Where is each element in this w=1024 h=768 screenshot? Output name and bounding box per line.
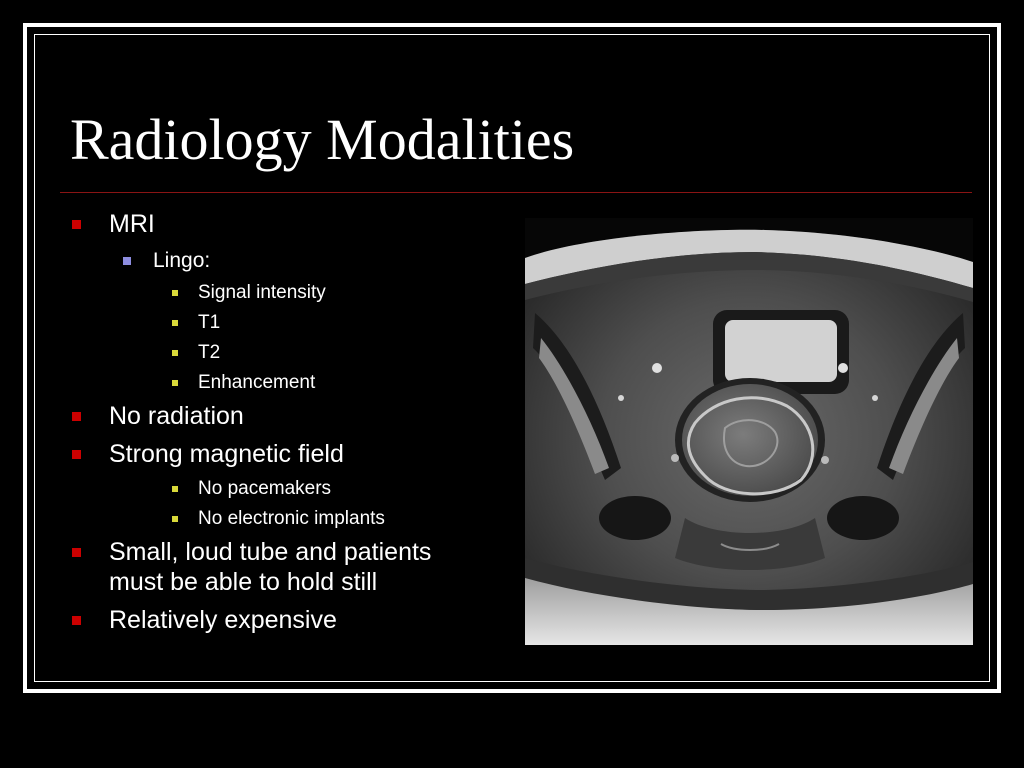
bullet-text: must be able to hold still <box>109 568 378 596</box>
bullet-text: No pacemakers <box>198 478 332 499</box>
bullet-item <box>198 341 220 364</box>
slide-title: Radiology Modalities <box>70 107 575 172</box>
bullet-square-icon <box>172 290 178 296</box>
bullet-text: T2 <box>198 342 221 363</box>
bullet-square-icon <box>172 516 178 522</box>
bullet-text: No radiation <box>109 402 244 430</box>
bullet-square-icon <box>72 412 81 421</box>
bullet-item <box>198 477 331 500</box>
bullet-item <box>109 537 431 568</box>
bullet-item <box>198 371 315 394</box>
bullet-continuation <box>109 567 377 598</box>
bullet-text: MRI <box>109 210 155 238</box>
bullet-text: Enhancement <box>198 372 316 393</box>
bullet-square-icon <box>72 220 81 229</box>
bullet-square-icon <box>172 380 178 386</box>
mri-pelvis-image <box>525 218 973 645</box>
bullet-square-icon <box>172 320 178 326</box>
bullet-item <box>109 401 244 432</box>
title-divider <box>60 192 972 193</box>
bullet-text: T1 <box>198 312 221 333</box>
bullet-text: Relatively expensive <box>109 606 337 634</box>
bullet-square-icon <box>123 257 131 265</box>
bullet-text: Small, loud tube and patients <box>109 538 432 566</box>
mri-scan-illustration <box>525 218 973 645</box>
bullet-square-icon <box>172 486 178 492</box>
bullet-item <box>109 439 344 470</box>
bullet-square-icon <box>172 350 178 356</box>
bullet-item <box>109 209 155 240</box>
bullet-item <box>198 507 385 530</box>
bullet-item <box>153 248 210 274</box>
bullet-text: Lingo: <box>153 249 211 272</box>
bullet-text: Strong magnetic field <box>109 440 344 468</box>
bullet-item <box>198 281 326 304</box>
bullet-item <box>109 605 337 636</box>
bullet-text: Signal intensity <box>198 282 326 303</box>
bullet-square-icon <box>72 450 81 459</box>
bullet-square-icon <box>72 616 81 625</box>
bullet-square-icon <box>72 548 81 557</box>
bullet-text: No electronic implants <box>198 508 385 529</box>
bullet-item <box>198 311 220 334</box>
